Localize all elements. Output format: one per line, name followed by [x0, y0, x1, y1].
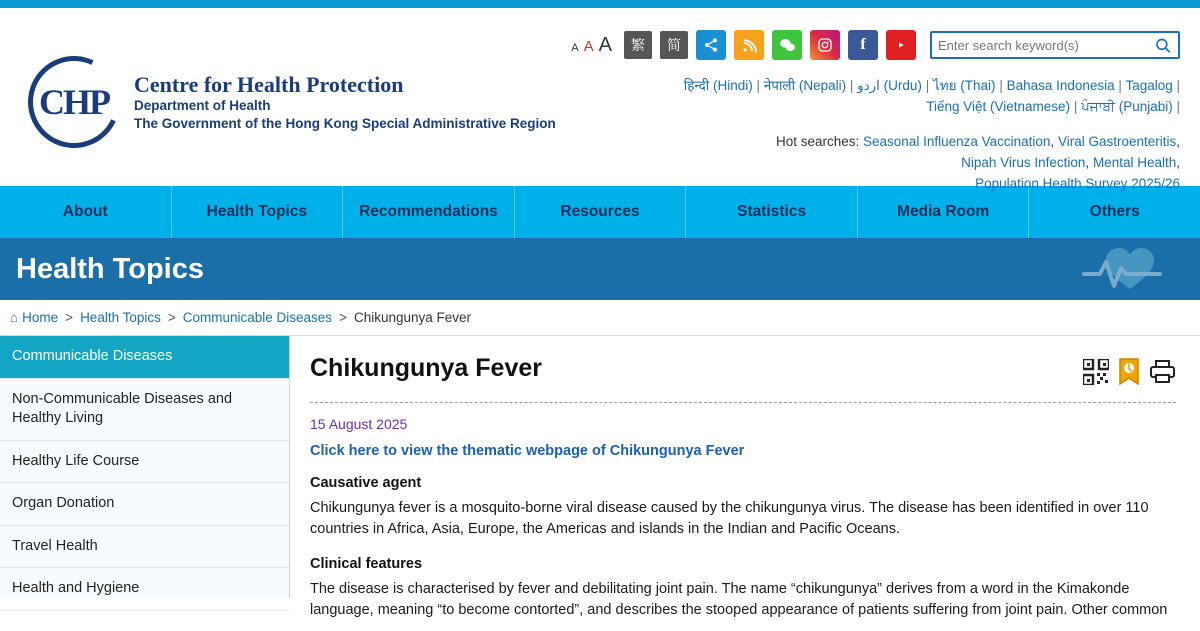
thematic-webpage-link[interactable]: Click here to view the thematic webpage of Chikungunya Fever [310, 443, 745, 459]
page-title: Health Topics [16, 252, 204, 285]
nav-item-others[interactable]: Others [1089, 203, 1140, 220]
top-accent-bar [0, 0, 1200, 8]
sidebar [0, 336, 290, 598]
wechat-icon[interactable] [772, 30, 802, 60]
hot-search-mental-health[interactable]: Mental Health [1092, 154, 1177, 170]
breadcrumb-communicable-diseases[interactable]: Communicable Diseases [182, 310, 333, 325]
logo-text: CHP [39, 82, 109, 122]
site-logo[interactable] [28, 56, 556, 148]
article-tools [1083, 354, 1176, 390]
section-text-causative-agent: Chikungunya fever is a mosquito-borne viral disease caused by the chikungunya virus. The disease has been identified in over 110 countries in Africa, Asia, Europe, the Americas and islands in the Indian and Pacific Oceans. [310, 500, 1149, 538]
lang-link-nepali[interactable]: नेपाली (Nepali) [763, 78, 847, 93]
nav-item-health-topics[interactable]: Health Topics [172, 186, 344, 238]
article-date: 15 August 2025 [310, 416, 408, 432]
search-input[interactable] [932, 33, 1148, 57]
lang-link-bahasa[interactable]: Bahasa Indonesia [1006, 78, 1115, 93]
breadcrumb-home[interactable]: Home [22, 310, 59, 325]
lang-simplified-chinese-button[interactable]: 简 [660, 31, 688, 59]
hot-search-viral-gastroenteritis[interactable]: Viral Gastroenteritis [1057, 134, 1177, 149]
sidebar-item-travel-health[interactable]: Travel Health [0, 526, 289, 569]
breadcrumb-separator: > [167, 310, 176, 325]
article-title: Chikungunya Fever [310, 354, 542, 382]
utility-bar [571, 30, 1180, 60]
hot-searches-label: Hot searches: [775, 134, 860, 149]
share-icon[interactable] [696, 30, 726, 60]
lang-link-urdu[interactable]: اردو (Urdu) [857, 78, 922, 93]
org-name [134, 72, 556, 132]
breadcrumb-separator: > [65, 310, 74, 325]
site-header [0, 8, 1200, 191]
instagram-icon[interactable] [810, 30, 840, 60]
sidebar-item-organ-donation[interactable]: Organ Donation [0, 483, 289, 526]
bookmark-icon[interactable] [1118, 358, 1140, 390]
font-size-medium-button[interactable]: A [583, 37, 594, 55]
font-size-large-button[interactable]: A [598, 33, 612, 56]
lang-link-vietnamese[interactable]: Tiếng Việt (Vietnamese) [926, 98, 1071, 114]
breadcrumb [0, 300, 1200, 336]
section-heading-clinical-features: Clinical features [310, 556, 423, 573]
lang-link-thai[interactable]: ไทย (Thai) [932, 78, 996, 93]
content-area [0, 336, 1200, 619]
font-size-controls [571, 34, 612, 57]
breadcrumb-current: Chikungunya Fever [353, 310, 472, 325]
hot-search-seasonal-influenza-vaccination[interactable]: Seasonal Influenza Vaccination [863, 134, 1051, 149]
language-links: हिन्दी (Hindi) | नेपाली (Nepali) | اردو (Urdu) | ไทย (Thai) | Bahasa Indonesia | Tagalog | Tiếng Việt (Vietnamese) | ਪੰਜਾਬੀ (Punjabi) | [683, 78, 1180, 114]
lang-link-tagalog[interactable]: Tagalog [1125, 78, 1173, 93]
sidebar-item-communicable-diseases[interactable]: Communicable Diseases [0, 336, 289, 379]
nav-item-resources[interactable]: Resources [515, 186, 687, 238]
search-box[interactable] [930, 31, 1180, 59]
lang-link-punjabi[interactable]: ਪੰਜਾਬੀ (Punjabi) [1081, 98, 1173, 114]
home-icon: ⌂ [10, 310, 19, 325]
print-icon[interactable] [1149, 359, 1176, 389]
sidebar-item-health-and-hygiene[interactable]: Health and Hygiene [0, 568, 289, 611]
breadcrumb-separator: > [339, 310, 347, 325]
youtube-icon[interactable] [886, 30, 916, 60]
section-heading-causative-agent: Causative agent [310, 475, 422, 491]
heartbeat-icon [1078, 244, 1170, 301]
font-size-small-button[interactable]: A [571, 41, 579, 54]
nav-item-statistics[interactable]: Statistics [686, 186, 858, 238]
nav-item-media-room[interactable]: Media Room [858, 186, 1030, 238]
org-line-1: Centre for Health Protection [134, 71, 404, 97]
org-line-2: Department of Health [134, 98, 271, 114]
rss-icon[interactable] [734, 30, 764, 60]
lang-traditional-chinese-button[interactable]: 繁 [624, 31, 652, 59]
hot-search-nipah-virus-infection[interactable]: Nipah Virus Infection [961, 154, 1086, 170]
hot-searches: Hot searches: Seasonal Influenza Vaccination, Viral Gastroenteritis, Nipah Virus Infection, Mental Health, Population Health Survey 2025/26 [775, 134, 1180, 191]
section-text-clinical-features: The disease is characterised by fever and debilitating joint pain. The name “chikungunya” derives from a word in the Kimakonde language, meaning “to become contorted”, and describes the stooped appearance of patients suffering from joint pain. Other common [310, 581, 1168, 619]
lang-link-hindi[interactable]: हिन्दी (Hindi) [683, 78, 753, 93]
search-button[interactable] [1148, 33, 1178, 57]
page-banner [0, 238, 1200, 300]
article-title-row [310, 354, 1176, 403]
nav-item-recommendations[interactable]: Recommendations [343, 186, 515, 238]
breadcrumb-health-topics[interactable]: Health Topics [80, 310, 161, 325]
chp-logo-icon [28, 56, 120, 148]
qr-code-icon[interactable] [1083, 359, 1109, 390]
hot-search-population-health-survey[interactable]: Population Health Survey 2025/26 [975, 175, 1180, 191]
sidebar-item-healthy-life-course[interactable]: Healthy Life Course [0, 441, 289, 484]
sidebar-item-non-communicable-diseases[interactable]: Non-Communicable Diseases and Healthy Living [0, 379, 289, 441]
article [290, 336, 1200, 619]
nav-item-about[interactable]: About [0, 186, 172, 238]
facebook-icon[interactable]: f [848, 30, 878, 60]
org-line-3: The Government of the Hong Kong Special Administrative Region [134, 115, 556, 131]
